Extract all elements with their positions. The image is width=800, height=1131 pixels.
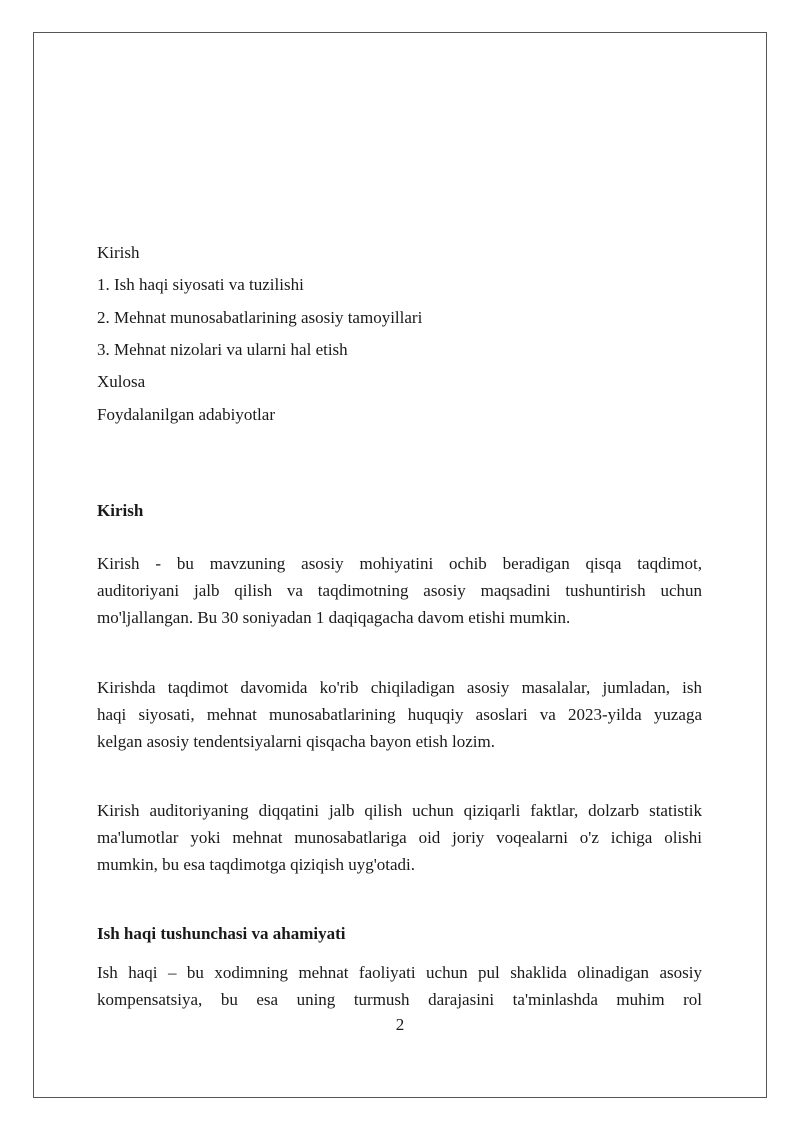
section-heading-intro: Kirish <box>97 501 144 520</box>
paragraph-line: kompensatsiya, bu esa uning turmush darajasini ta'minlashda muhim rol <box>97 990 702 1009</box>
paragraph-intro-1 <box>97 550 702 631</box>
paragraph-line: Ish haqi – bu xodimning mehnat faoliyati uchun pul shaklida olinadigan asosiy <box>97 963 702 982</box>
toc-item-wage-policy: 1. Ish haqi siyosati va tuzilishi <box>97 275 304 294</box>
page-number: 2 <box>395 1015 405 1034</box>
paragraph-line: auditoriyani jalb qilish va taqdimotning asosiy maqsadini tushuntirish uchun <box>97 581 702 600</box>
paragraph-line: Kirishda taqdimot davomida ko'rib chiqiladigan asosiy masalalar, jumladan, ish <box>97 678 702 697</box>
paragraph-intro-3 <box>97 797 702 878</box>
paragraph-line: mo'ljallangan. Bu 30 soniyadan 1 daqiqagacha davom etishi mumkin. <box>97 608 571 627</box>
paragraph-line: Kirish auditoriyaning diqqatini jalb qilish uchun qiziqarli faktlar, dolzarb statistik <box>97 801 702 820</box>
paragraph-wage-1 <box>97 959 702 1013</box>
section-heading-wage: Ish haqi tushunchasi va ahamiyati <box>97 924 346 943</box>
paragraph-line: Kirish - bu mavzuning asosiy mohiyatini ochib beradigan qisqa taqdimot, <box>97 554 702 573</box>
toc-item-intro: Kirish <box>97 243 140 262</box>
paragraph-line: mumkin, bu esa taqdimotga qiziqish uyg'otadi. <box>97 855 415 874</box>
toc-item-labor-principles: 2. Mehnat munosabatlarining asosiy tamoyillari <box>97 308 423 327</box>
toc-item-labor-disputes: 3. Mehnat nizolari va ularni hal etish <box>97 340 348 359</box>
paragraph-intro-2 <box>97 674 702 755</box>
paragraph-line: kelgan asosiy tendentsiyalarni qisqacha bayon etish lozim. <box>97 732 495 751</box>
paragraph-line: haqi siyosati, mehnat munosabatlarining huquqiy asoslari va 2023-yilda yuzaga <box>97 705 702 724</box>
toc-item-references: Foydalanilgan adabiyotlar <box>97 405 275 424</box>
toc-item-conclusion: Xulosa <box>97 372 146 391</box>
paragraph-line: ma'lumotlar yoki mehnat munosabatlariga oid joriy voqealarni o'z ichiga olishi <box>97 828 702 847</box>
